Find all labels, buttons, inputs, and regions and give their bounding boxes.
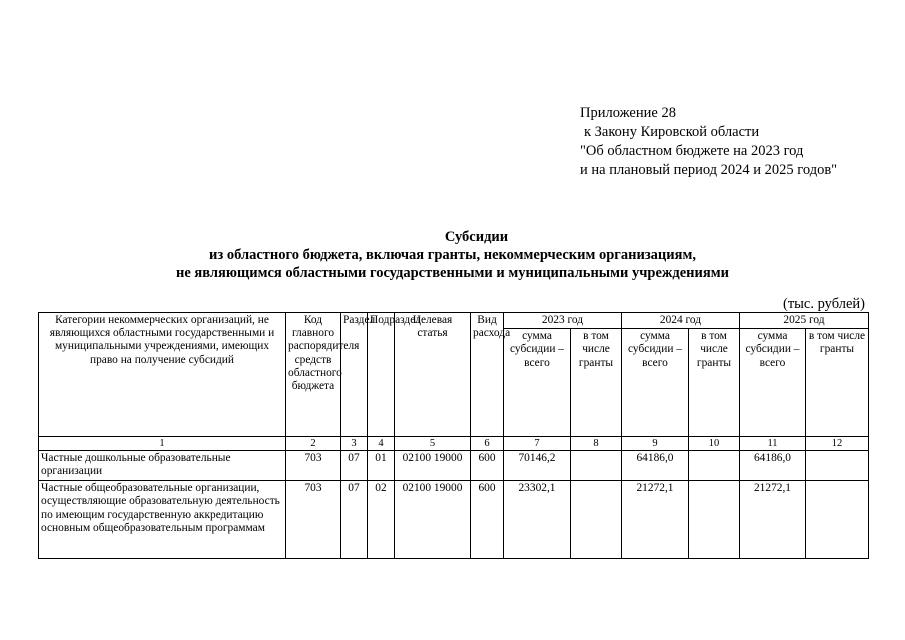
row-target: 02100 19000 <box>395 481 471 559</box>
col-num: 2 <box>286 437 341 451</box>
header-2025-total: сумма субсидии – всего <box>740 329 806 437</box>
header-section: Раздел <box>341 313 368 437</box>
col-num: 11 <box>740 437 806 451</box>
col-num: 6 <box>471 437 504 451</box>
header-2023: 2023 год <box>504 313 622 329</box>
row-section: 07 <box>341 481 368 559</box>
header-type: Вид расхода <box>471 313 504 437</box>
header-subsection: Подраздел <box>368 313 395 437</box>
header-2024: 2024 год <box>622 313 740 329</box>
row-subsection: 02 <box>368 481 395 559</box>
row-code: 703 <box>286 481 341 559</box>
units-label: (тыс. рублей) <box>783 296 865 312</box>
col-num: 12 <box>806 437 869 451</box>
col-num: 5 <box>395 437 471 451</box>
row-grants-2024 <box>689 481 740 559</box>
col-num: 7 <box>504 437 571 451</box>
row-grants-2024 <box>689 451 740 481</box>
row-type: 600 <box>471 451 504 481</box>
row-category: Частные общеобразовательные организации, осуществляющие образовательную деятельность по имеющим государственную аккредитацию основным общеобразовательным программам <box>39 481 286 559</box>
header-2025-grants: в том числе гранты <box>806 329 869 437</box>
row-sum-2025: 64186,0 <box>740 451 806 481</box>
annex-line-1: Приложение 28 <box>580 105 676 121</box>
annex-line-3: "Об областном бюджете на 2023 год <box>580 143 804 159</box>
header-target: Целевая статья <box>395 313 471 437</box>
row-grants-2025 <box>806 481 869 559</box>
row-type: 600 <box>471 481 504 559</box>
header-2024-grants: в том числе гранты <box>689 329 740 437</box>
row-subsection: 01 <box>368 451 395 481</box>
annex-line-2: к Закону Кировской области <box>584 124 760 140</box>
table-row <box>39 481 869 559</box>
header-2025: 2025 год <box>740 313 869 329</box>
header-2024-total: сумма субсидии – всего <box>622 329 689 437</box>
title-line-1: Субсидии <box>444 229 509 245</box>
row-sum-2024: 64186,0 <box>622 451 689 481</box>
col-num: 8 <box>571 437 622 451</box>
title-line-2: из областного бюджета, включая гранты, некоммерческим организациям, <box>209 247 696 263</box>
header-2023-grants: в том числе гранты <box>571 329 622 437</box>
col-num: 1 <box>39 437 286 451</box>
row-category: Частные дошкольные образовательные организации <box>39 451 286 481</box>
col-num: 4 <box>368 437 395 451</box>
row-sum-2023: 70146,2 <box>504 451 571 481</box>
col-num: 9 <box>622 437 689 451</box>
row-sum-2023: 23302,1 <box>504 481 571 559</box>
col-num: 3 <box>341 437 368 451</box>
row-grants-2023 <box>571 481 622 559</box>
row-code: 703 <box>286 451 341 481</box>
table-row <box>39 451 869 481</box>
header-code: Код главного распорядителя средств областного бюджета <box>286 313 341 437</box>
header-2023-total: сумма субсидии – всего <box>504 329 571 437</box>
header-category: Категории некоммерческих организаций, не являющихся областными государственными и муниципальными учреждениями, имеющих право на получение субсидий <box>39 313 286 437</box>
subsidy-table <box>38 312 869 559</box>
col-num: 10 <box>689 437 740 451</box>
title-line-3: не являющимся областными государственными и муниципальными учреждениями <box>176 265 729 281</box>
row-sum-2025: 21272,1 <box>740 481 806 559</box>
row-sum-2024: 21272,1 <box>622 481 689 559</box>
row-grants-2023 <box>571 451 622 481</box>
row-target: 02100 19000 <box>395 451 471 481</box>
document-title <box>0 228 905 282</box>
column-numbers-row <box>39 437 869 451</box>
row-section: 07 <box>341 451 368 481</box>
annex-block <box>580 104 837 180</box>
annex-line-4: и на плановый период 2024 и 2025 годов" <box>580 162 838 178</box>
row-grants-2025 <box>806 451 869 481</box>
